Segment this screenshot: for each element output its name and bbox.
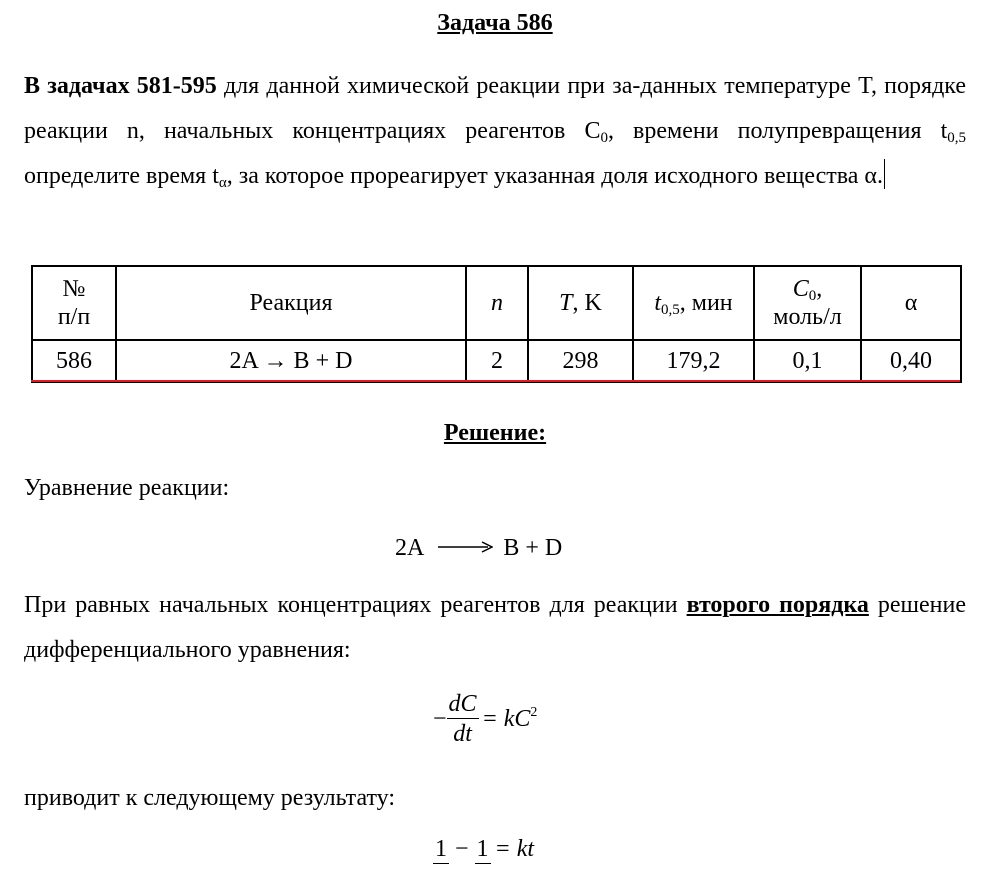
- header-concentration: $C_0$, моль/л: [754, 266, 861, 340]
- equation-label: Уравнение реакции:: [24, 475, 230, 501]
- statement-part-3: определите время t: [24, 163, 219, 189]
- header-temperature: T, K: [528, 266, 633, 340]
- solution-heading: Решение:: [443, 420, 547, 446]
- cell-concentration: 0,1: [754, 340, 861, 382]
- header-reaction: Реакция: [116, 266, 466, 340]
- fraction-one: 1: [435, 836, 447, 862]
- minus-sign: −: [433, 706, 447, 732]
- spellcheck-underline: [31, 380, 960, 382]
- cell-number: 586: [32, 340, 116, 382]
- paragraph-text-2: решение дифференциального уравнения:: [24, 592, 967, 663]
- page-title: Задача 586: [437, 10, 553, 36]
- fraction-numerator: dC: [448, 691, 477, 717]
- paragraph-text-1: При равных начальных концентрациях реагентов для реакции: [24, 592, 687, 618]
- cell-reaction: 2A → B + D: [116, 340, 466, 382]
- second-order-paragraph: [24, 583, 966, 673]
- rate-expression: = $kC^2$: [481, 705, 538, 732]
- derivative-fraction: [447, 690, 479, 749]
- reactant: 2A: [395, 535, 425, 561]
- integrated-equation: [433, 835, 534, 864]
- header-number: № п/п: [32, 266, 116, 340]
- t-alpha-subscript: α: [218, 175, 227, 191]
- c0-subscript: 0: [600, 130, 608, 146]
- statement-part-2: , времени полупревращения t: [607, 118, 948, 144]
- reaction-arrow-icon: [438, 535, 493, 559]
- products: B + D: [503, 535, 563, 561]
- t-half-subscript: 0,5: [947, 130, 966, 146]
- table-header-row: [32, 266, 961, 340]
- cell-order: 2: [466, 340, 528, 382]
- text-cursor: [884, 159, 885, 189]
- header-order: n: [466, 266, 528, 340]
- minus-sign-2: −: [455, 836, 469, 862]
- statement-part-1: для данной химической реакции при за-данных температуре T, порядке реакции n, начальных концентрациях реагентов C: [24, 73, 966, 144]
- header-alpha: α: [861, 266, 961, 340]
- result-label: приводит к следующему результату:: [24, 785, 396, 811]
- cell-half-life: 179,2: [633, 340, 754, 382]
- second-order-emphasis: второго порядка: [686, 592, 869, 618]
- reaction-equation: [395, 535, 562, 562]
- cell-temperature: 298: [528, 340, 633, 382]
- cell-alpha: 0,40: [861, 340, 961, 382]
- statement-part-4: , за которое прореагирует указанная доля исходного вещества α.: [226, 163, 883, 189]
- header-half-life: $t_{0,5}$, мин: [633, 266, 754, 340]
- differential-equation: [433, 690, 537, 749]
- fraction-two: 1: [476, 836, 489, 862]
- table-row: [32, 340, 961, 382]
- fraction-denominator: dt: [453, 721, 472, 747]
- task-statement: [24, 64, 966, 199]
- task-range: В задачах 581-595: [24, 73, 217, 99]
- kt-expression: = kt: [494, 836, 535, 862]
- task-data-table: [31, 265, 962, 383]
